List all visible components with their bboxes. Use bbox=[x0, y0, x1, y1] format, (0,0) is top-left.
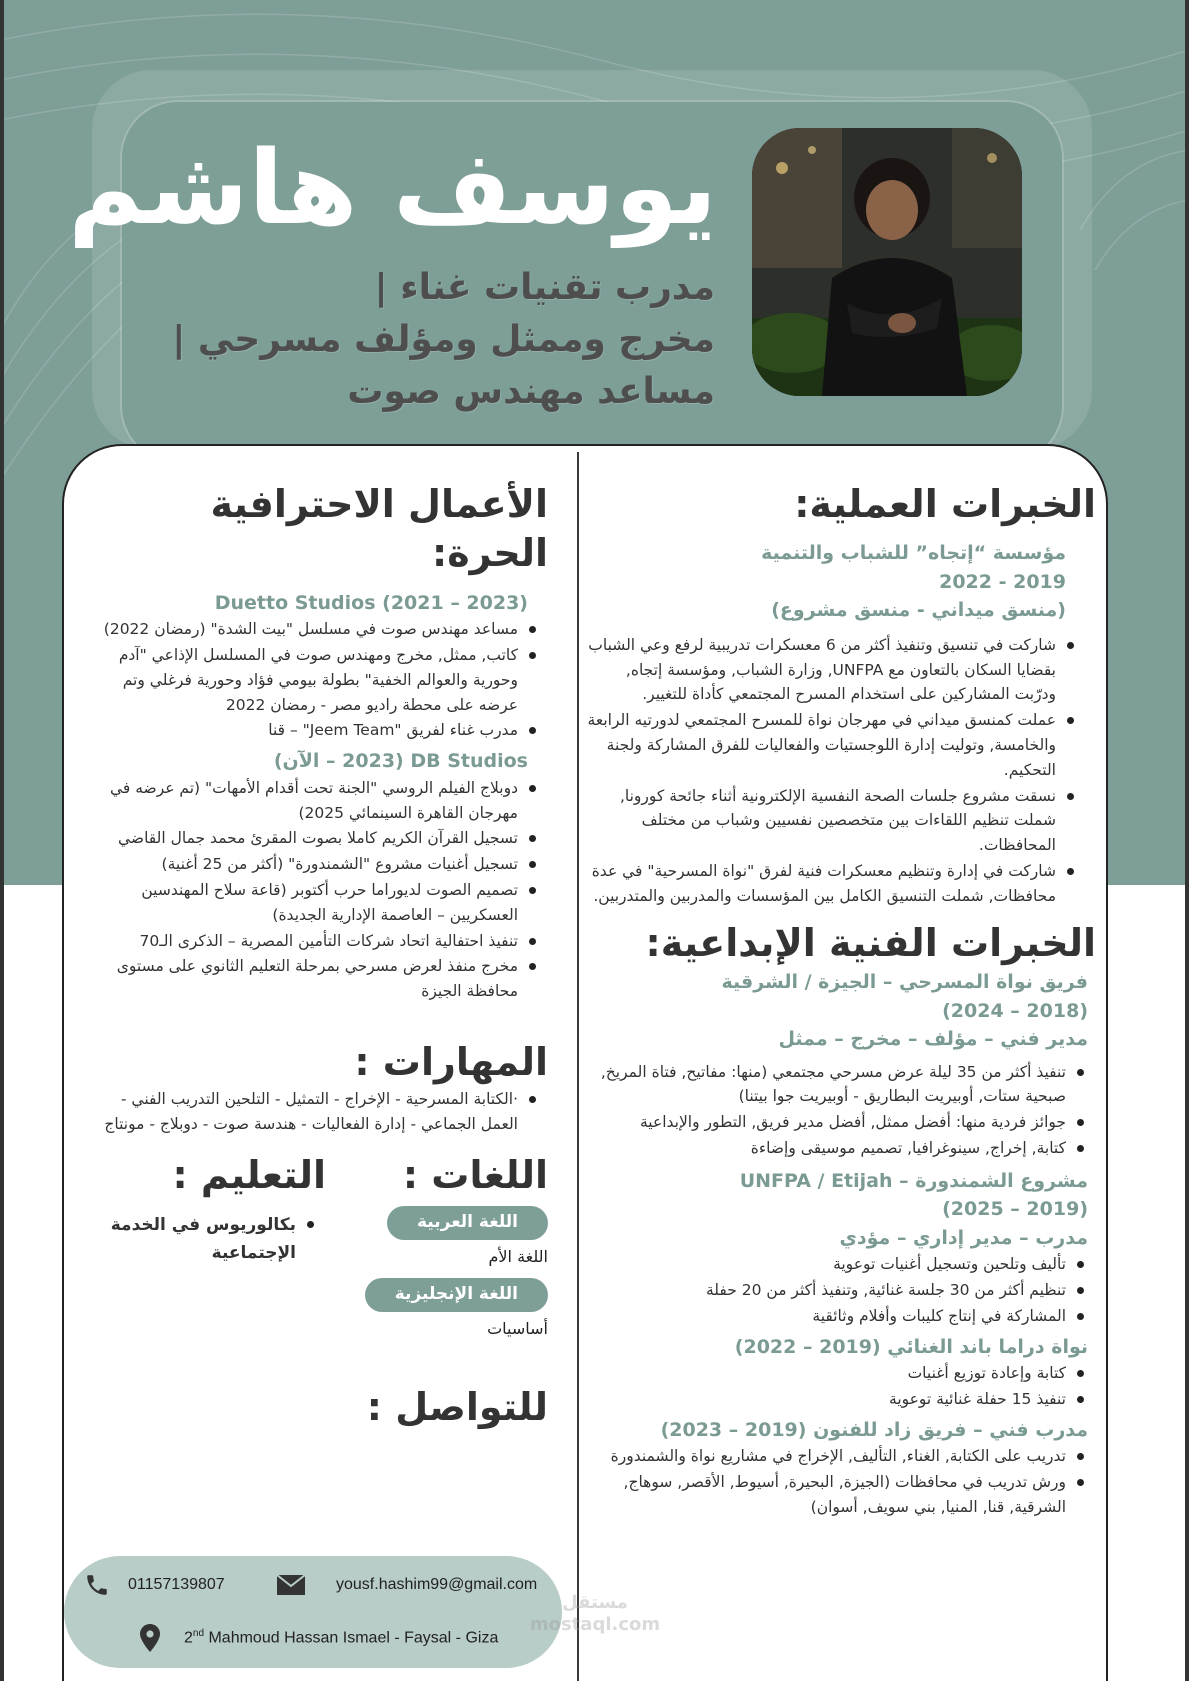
experience-org: مؤسسة “إتجاه” للشباب والتنمية bbox=[761, 542, 1066, 565]
education-block bbox=[96, 1151, 326, 1349]
lang-pill-arabic: اللغة العربية bbox=[387, 1206, 548, 1240]
list-item: شاركت في إدارة وتنظيم معسكرات فنية لفرق "نواة المسرحية" في عدة محافظات, شملت التنسيق الكامل بين المؤسسات والمدربين والمتدربين. bbox=[586, 859, 1056, 909]
contact-box bbox=[64, 1556, 562, 1668]
address-text bbox=[184, 1628, 498, 1647]
creative-g4-org: مدرب فني – فريق زاد للفنون (2019 – 2023) bbox=[660, 1418, 1088, 1441]
list-item: تأليف وتلحين وتسجيل أغنيات توعوية bbox=[586, 1252, 1066, 1277]
left-column bbox=[96, 480, 548, 1432]
phone-row[interactable] bbox=[84, 1572, 225, 1598]
candidate-name: يوسف هاشم bbox=[68, 129, 717, 248]
list-item: تسجيل القرآن الكريم كاملا بصوت المقرئ محمد جمال القاضي bbox=[96, 826, 518, 851]
creative-g1-role: مدير فني – مؤلف – مخرج – ممثل bbox=[778, 1028, 1088, 1051]
title-line-2: مخرج وممثل ومؤلف مسرحي | bbox=[172, 319, 715, 361]
list-item: كتابة وإعادة توزيع أغنيات bbox=[586, 1361, 1066, 1386]
creative-g1-list bbox=[586, 1060, 1096, 1161]
creative-g1-period: (2018 – 2024) bbox=[942, 999, 1088, 1022]
list-item: تنفيذ احتفالية اتحاد شركات التأمين المصرية – الذكرى الـ70 bbox=[96, 929, 518, 954]
languages-block bbox=[348, 1151, 548, 1349]
address-number: 2 bbox=[184, 1629, 193, 1647]
list-item: ·الكتابة المسرحية - الإخراج - التمثيل - التلحين التدريب الفني - العمل الجماعي - إدارة الفعاليات - هندسة صوت - دوبلاج - مونتاج bbox=[96, 1087, 518, 1137]
candidate-titles bbox=[95, 262, 715, 419]
list-item: ورش تدريب في محافظات (الجيزة, البحيرة, أسيوط, الأقصر, سوهاج, الشرقية, قنا, المنيا, بني سويف, أسوان) bbox=[586, 1470, 1066, 1520]
email-row[interactable] bbox=[276, 1574, 537, 1596]
list-item: كاتب, ممثل, مخرج ومهندس صوت في المسلسل الإذاعي "آدم وحورية والعوالم الخفية" بطولة بيومي فؤاد وحورية فرغلي وتم عرضه على محطة راديو مصر - رمضان 2022 bbox=[96, 643, 518, 717]
title-line-1: مدرب تقنيات غناء | bbox=[374, 267, 715, 308]
list-item: تنفيذ 15 حفلة غنائية توعوية bbox=[586, 1387, 1066, 1412]
profile-photo bbox=[752, 128, 1022, 396]
creative-g1-org: فريق نواة المسرحي – الجيزة / الشرقية bbox=[721, 971, 1088, 994]
experience-period: 2019 - 2022 bbox=[939, 570, 1066, 593]
list-item: تصميم الصوت لديوراما حرب أكتوبر (قاعة سلاح المهندسين العسكريين – العاصمة الإدارية الجديدة) bbox=[96, 878, 518, 928]
freelance-g1-list bbox=[96, 617, 548, 743]
experience-title: الخبرات العملية: bbox=[794, 482, 1096, 526]
lang-level-arabic: اللغة الأم bbox=[488, 1247, 548, 1267]
list-item: مدرب غناء لفريق "Jeem Team" – قنا bbox=[96, 718, 518, 743]
lang-pill-english: اللغة الإنجليزية bbox=[365, 1278, 548, 1312]
watermark: مستقل mostaql.com bbox=[529, 1592, 661, 1635]
list-item: كتابة, إخراج, سينوغرافيا, تصميم موسيقى وإضاءة bbox=[586, 1136, 1066, 1161]
list-item: المشاركة في إنتاج كليبات وأفلام وثائقية bbox=[586, 1304, 1066, 1329]
list-item: تنفيذ أكثر من 35 ليلة عرض مسرحي مجتمعي (منها: مفاتيح, فتاة المريخ, صبحية ستات, أوبيريت البطاريق - أوبيريت جوا بيتنا) bbox=[586, 1060, 1066, 1110]
freelance-g2-list bbox=[96, 776, 548, 1004]
freelance-g1-org: Duetto Studios (2021 – 2023) bbox=[214, 591, 528, 614]
creative-g2-org: مشروع الشمندورة – UNFPA / Etijah bbox=[739, 1169, 1088, 1192]
email-address: yousf.hashim99@gmail.com bbox=[336, 1576, 538, 1593]
list-item: دوبلاج الفيلم الروسي "الجنة تحت أقدام الأمهات" (تم عرضه في مهرجان القاهرة السينمائي 2025) bbox=[96, 776, 518, 826]
profile-photo-illustration bbox=[752, 128, 1022, 396]
phone-number: 01157139807 bbox=[128, 1576, 225, 1593]
freelance-title: الأعمال الاحترافية الحرة: bbox=[210, 482, 548, 576]
list-item: تسجيل أغنيات مشروع "الشمندورة" (أكثر من 25 أغنية) bbox=[96, 852, 518, 877]
experience-list bbox=[586, 633, 1096, 909]
lang-level-english: أساسيات bbox=[487, 1318, 548, 1338]
email-icon bbox=[276, 1574, 306, 1596]
freelance-g2-org: DB Studios (2023 – الآن) bbox=[273, 750, 528, 773]
lang-edu-row bbox=[96, 1151, 548, 1349]
list-item: تنظيم أكثر من 30 جلسة غنائية, وتنفيذ أكثر من 20 حفلة bbox=[586, 1278, 1066, 1303]
address-suffix: nd bbox=[192, 1628, 205, 1640]
creative-g4-list bbox=[586, 1444, 1096, 1519]
title-line-3: مساعد مهندس صوت bbox=[347, 371, 715, 413]
skills-title: المهارات : bbox=[354, 1039, 548, 1084]
experience-role: (منسق ميداني - منسق مشروع) bbox=[771, 599, 1066, 622]
list-item: مخرج منفذ لعرض مسرحي بمرحلة التعليم الثانوي على مستوى محافظة الجيزة bbox=[96, 954, 518, 1004]
list-item: شاركت في تنسيق وتنفيذ أكثر من 6 معسكرات تدريبية لرفع وعي الشباب بقضايا السكان بالتعاون مع UNFPA, وزارة الشباب, ومؤسسة إتجاه, ودرّبت المشاركين على استخدام المسرح المجتمعي كأداة للتغيير. bbox=[586, 633, 1056, 707]
creative-g2-period: (2019 – 2025) bbox=[942, 1198, 1088, 1221]
languages-title: اللغات : bbox=[402, 1152, 548, 1197]
address-rest: Mahmoud Hassan Ismael - Faysal - Giza bbox=[204, 1629, 499, 1647]
list-item: مساعد مهندس صوت في مسلسل "بيت الشدة" (رمضان 2022) bbox=[96, 617, 518, 642]
creative-g3-org: نواة دراما باند الغنائي (2019 – 2022) bbox=[734, 1335, 1088, 1358]
contact-title: للتواصل : bbox=[366, 1385, 548, 1430]
column-divider bbox=[577, 452, 579, 1681]
creative-g3-list bbox=[586, 1361, 1096, 1412]
list-item: تدريب على الكتابة, الغناء, التأليف, الإخراج في مشاريع نواة والشمندورة bbox=[586, 1444, 1066, 1469]
list-item: بكالوريوس في الخدمة الإجتماعية bbox=[96, 1212, 296, 1266]
creative-g2-role: مدرب – مدير إداري – مؤدي bbox=[839, 1226, 1088, 1249]
phone-icon bbox=[84, 1572, 110, 1598]
right-column bbox=[586, 480, 1096, 1521]
list-item: جوائز فردية منها: أفضل ممثل, أفضل مدير فريق, التطور والإبداعية bbox=[586, 1110, 1066, 1135]
creative-g2-list bbox=[586, 1252, 1096, 1328]
list-item: نسقت مشروع جلسات الصحة النفسية الإلكترونية أثناء جائحة كورونا, شملت تنظيم اللقاءات بين متخصصين نفسيين وشباب من مختلف المحافظات. bbox=[586, 784, 1056, 858]
location-pin-icon bbox=[140, 1624, 160, 1652]
address-row bbox=[140, 1624, 498, 1652]
list-item: عملت كمنسق ميداني في مهرجان نواة للمسرح المجتمعي لدورتيه الرابعة والخامسة, وتوليت إدارة اللوجستيات والفعاليات للفرق المشاركة ولجنة التحكيم. bbox=[586, 708, 1056, 782]
creative-title: الخبرات الفنية الإبداعية: bbox=[645, 920, 1096, 965]
education-title: التعليم : bbox=[172, 1152, 326, 1197]
education-list bbox=[96, 1212, 326, 1266]
skills-list bbox=[96, 1087, 548, 1137]
